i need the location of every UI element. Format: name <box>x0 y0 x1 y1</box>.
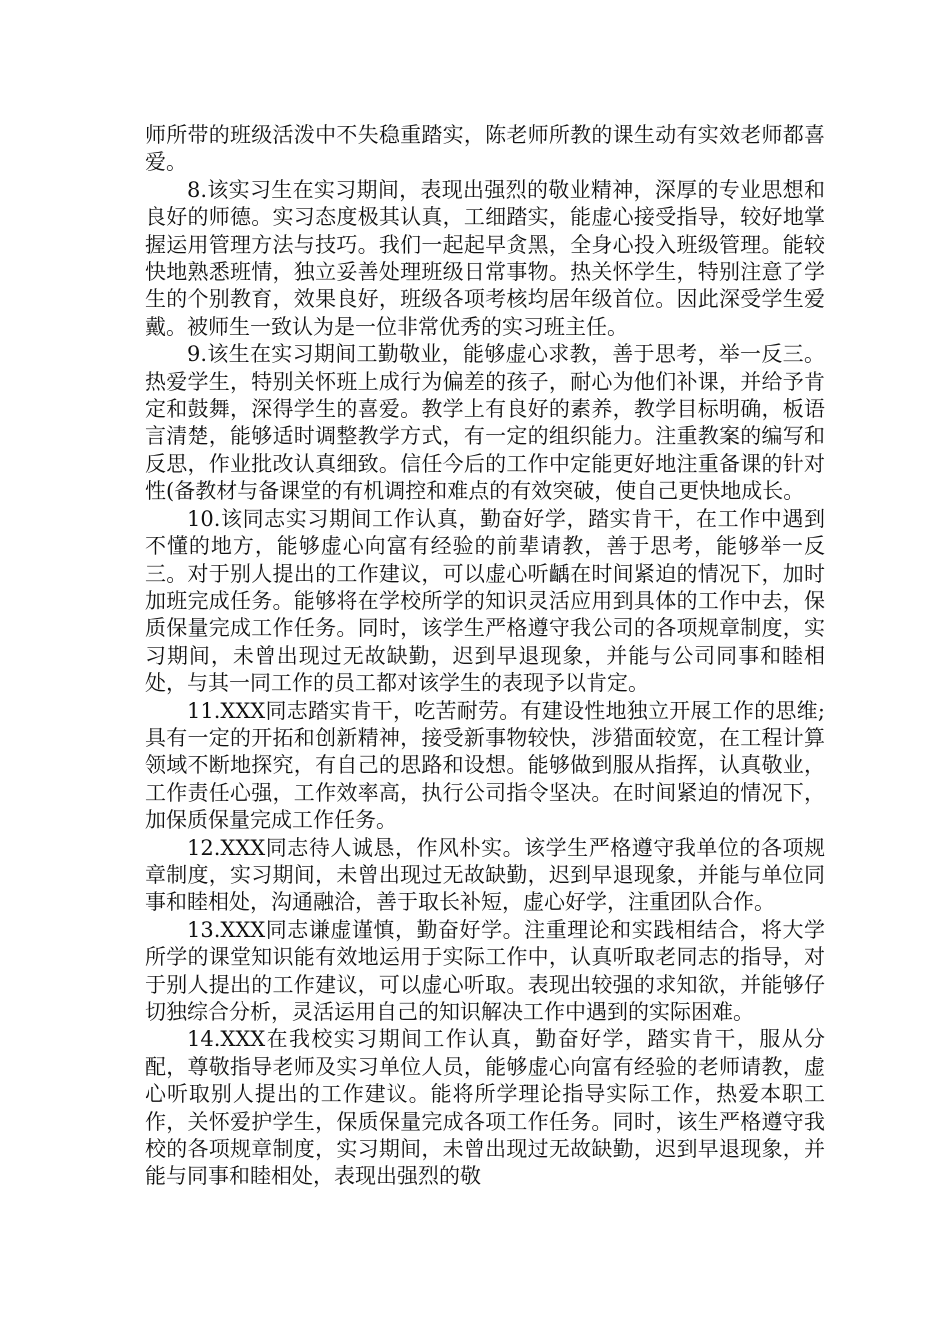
paragraph-item-10: 10.该同志实习期间工作认真，勤奋好学，踏实肯干，在工作中遇到不懂的地方，能够虚心向富有经验的前辈请教，善于思考，能够举一反三。对于别人提出的工作建议，可以虚心听齲在时间紧迫的情况下，加时加班完成任务。能够将在学校所学的知识灵活应用到具体的工作中去，保质保量完成工作任务。同时，该学生严格遵守我公司的各项规章制度，实习期间，未曾出现过无故缺勤，迟到早退现象，并能与公司同事和睦相处，与其一同工作的员工都对该学生的表现予以肯定。 <box>145 506 825 696</box>
paragraph-item-13: 13.XXX同志谦虚谨慎，勤奋好学。注重理论和实践相结合，将大学所学的课堂知识能有效地运用于实际工作中，认真听取老同志的指导，对于别人提出的工作建议，可以虚心听取。表现出较强的求知欲，并能够仔切独综合分析，灵活运用自己的知识解决工作中遇到的实际困难。 <box>145 917 825 1024</box>
paragraph-item-11: 11.XXX同志踏实肯干，吃苦耐劳。有建设性地独立开展工作的思维;具有一定的开拓和创新精神，接受新事物较快，涉猎面较宽，在工程计算领域不断地探究，有自己的思路和设想。能够做到服从指挥，认真敬业，工作责任心强，工作效率高，执行公司指令坚决。在时间紧迫的情况下，加保质保量完成工作任务。 <box>145 698 825 833</box>
paragraph-item-14: 14.XXX在我校实习期间工作认真，勤奋好学，踏实肯干，服从分配，尊敬指导老师及实习单位人员，能够虚心向富有经验的老师请教，虚心听取别人提出的工作建议。能将所学理论指导实际工作，热爱本职工作，关怀爱护学生，保质保量完成各项工作任务。同时，该生严格遵守我校的各项规章制度，实习期间，未曾出现过无故缺勤，迟到早退现象，并能与同事和睦相处，表现出强烈的敬 <box>145 1027 825 1189</box>
paragraph-continuation: 师所带的班级活泼中不失稳重踏实，陈老师所教的课生动有实效老师都喜爱。 <box>145 123 825 175</box>
document-body <box>145 122 825 1191</box>
paragraph-item-12: 12.XXX同志待人诚恳，作风朴实。该学生严格遵守我单位的各项规章制度，实习期间，未曾出现过无故缺勤，迟到早退现象，并能与单位同事和睦相处，沟通融洽，善于取长补短，虚心好学，注重团队合作。 <box>145 835 825 915</box>
paragraph-item-8: 8.该实习生在实习期间，表现出强烈的敬业精神，深厚的专业思想和良好的师德。实习态度极其认真，工细踏实，能虚心接受指导，较好地掌握运用管理方法与技巧。我们一起起早贪黑，全身心投入班级管理。能较快地熟悉班情，独立妥善处理班级日常事物。热关怀学生，特别注意了学生的个别教育，效果良好，班级各项考核均居年级首位。因此深受学生爱戴。被师生一致认为是一位非常优秀的实习班主任。 <box>145 177 825 339</box>
paragraph-item-9: 9.该生在实习期间工勤敬业，能够虚心求教，善于思考，举一反三。热爱学生，特别关怀班上成行为偏差的孩子，耐心为他们补课，并给予肯定和鼓舞，深得学生的喜爱。教学上有良好的素养，教学目标明确，板语言清楚，能够适时调整教学方式，有一定的组织能力。注重教案的编写和反思，作业批改认真细致。信任今后的工作中定能更好地注重备课的针对性(备教材与备课堂的有机调控和难点的有效突破，使自己更快地成长。 <box>145 342 825 504</box>
